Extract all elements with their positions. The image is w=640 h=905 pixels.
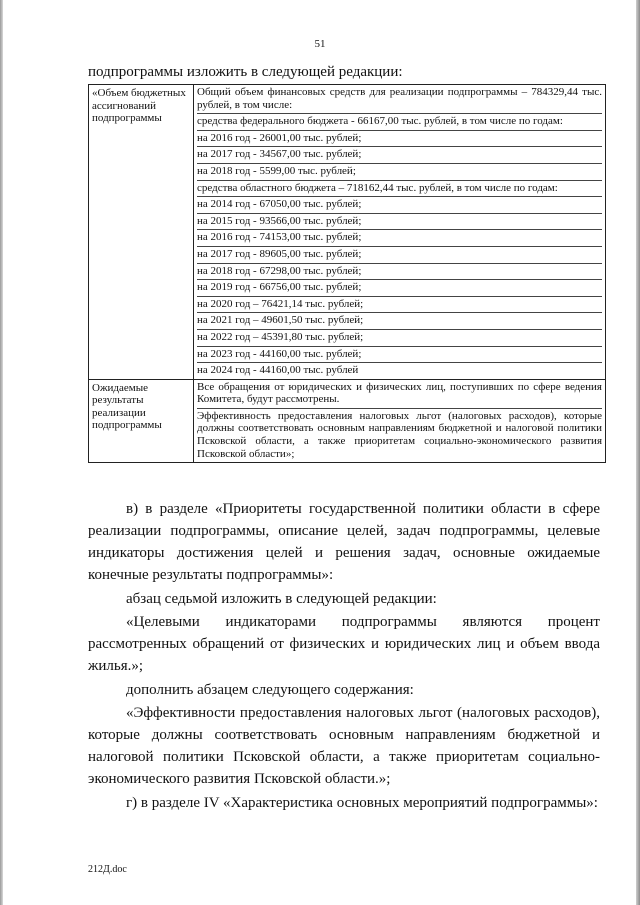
budget-line: на 2021 год – 49601,50 тыс. рублей; <box>197 313 602 330</box>
budget-line: средства областного бюджета – 718162,44 тыс. рублей, в том числе по годам: <box>197 181 602 198</box>
results-line: Все обращения от юридических и физических лиц, поступивших по сфере ведения Комитета, будут рассмотрены. <box>197 380 602 409</box>
budget-line: Общий объем финансовых средств для реализации подпрограммы – 784329,44 тыс. рублей, в том числе: <box>197 85 602 114</box>
table-row-results <box>89 379 606 463</box>
row-content-results <box>194 379 606 463</box>
budget-line: на 2016 год - 26001,00 тыс. рублей; <box>197 131 602 148</box>
budget-line: на 2018 год - 67298,00 тыс. рублей; <box>197 264 602 281</box>
paragraph-target-indicators: «Целевыми индикаторами подпрограммы являются процент рассмотренных обращений от физических и юридических лиц и объем ввода жилья.»; <box>88 614 600 674</box>
page-number: 51 <box>314 38 326 50</box>
results-line: Эффективность предоставления налоговых льгот (налоговых расходов), которые должны соответствовать основным направлениям бюджетной и налоговой политики Псковской области, а также приоритетам социально-экономического развития Псковской области»; <box>197 409 602 460</box>
paragraph-block <box>88 702 600 790</box>
budget-line: средства федерального бюджета - 66167,00 тыс. рублей, в том числе по годам: <box>197 114 602 131</box>
budget-line: на 2018 год - 5599,00 тыс. рублей; <box>197 164 602 181</box>
file-name-footer: 212Д.doc <box>88 864 127 875</box>
intro-text: подпрограммы изложить в следующей редакции: <box>88 64 403 80</box>
paragraph-block <box>88 611 600 677</box>
scan-edge-left <box>0 0 3 905</box>
row-label-results: Ожидаемые результаты реализации подпрограммы <box>89 379 194 463</box>
subprogram-table <box>88 84 606 463</box>
budget-line: на 2015 год - 93566,00 тыс. рублей; <box>197 214 602 231</box>
paragraph-add-abzac: дополнить абзацем следующего содержания: <box>126 682 414 698</box>
budget-line: на 2023 год - 44160,00 тыс. рублей; <box>197 347 602 364</box>
budget-line: на 2017 год - 34567,00 тыс. рублей; <box>197 147 602 164</box>
paragraph-tax-efficiency: «Эффективности предоставления налоговых льгот (налоговых расходов), которые должны соответствовать основным направлениям бюджетной и налоговой политики Псковской области, а также приоритетам социально-экономического развития Псковской области.»; <box>88 705 600 787</box>
budget-line: на 2019 год - 66756,00 тыс. рублей; <box>197 280 602 297</box>
row-content-budget <box>194 85 606 380</box>
budget-line: на 2024 год - 44160,00 тыс. рублей <box>197 364 359 377</box>
budget-line: на 2022 год – 45391,80 тыс. рублей; <box>197 330 602 347</box>
paragraph-block <box>88 588 600 610</box>
row-label-budget: «Объем бюджетных ассигнований подпрограммы <box>89 85 194 380</box>
budget-line: на 2014 год - 67050,00 тыс. рублей; <box>197 197 602 214</box>
paragraph-section-g: г) в разделе IV «Характеристика основных мероприятий подпрограммы»: <box>126 795 598 811</box>
paragraph-section-v: в) в разделе «Приоритеты государственной политики области в сфере реализации подпрограммы, описание целей, задач подпрограммы, целевые индикаторы достижения целей и решения задач, основные ожидаемые конечные результаты подпрограммы»: <box>88 501 600 583</box>
paragraph-block <box>88 679 600 701</box>
section-v-paragraph <box>88 498 600 586</box>
budget-line: на 2017 год - 89605,00 тыс. рублей; <box>197 247 602 264</box>
table-row-budget <box>89 85 606 380</box>
budget-line: на 2020 год – 76421,14 тыс. рублей; <box>197 297 602 314</box>
scan-edge-right <box>636 0 640 905</box>
paragraph-block <box>88 792 600 814</box>
budget-line: на 2016 год - 74153,00 тыс. рублей; <box>197 230 602 247</box>
paragraph-abzac-seventh: абзац седьмой изложить в следующей редакции: <box>126 591 437 607</box>
